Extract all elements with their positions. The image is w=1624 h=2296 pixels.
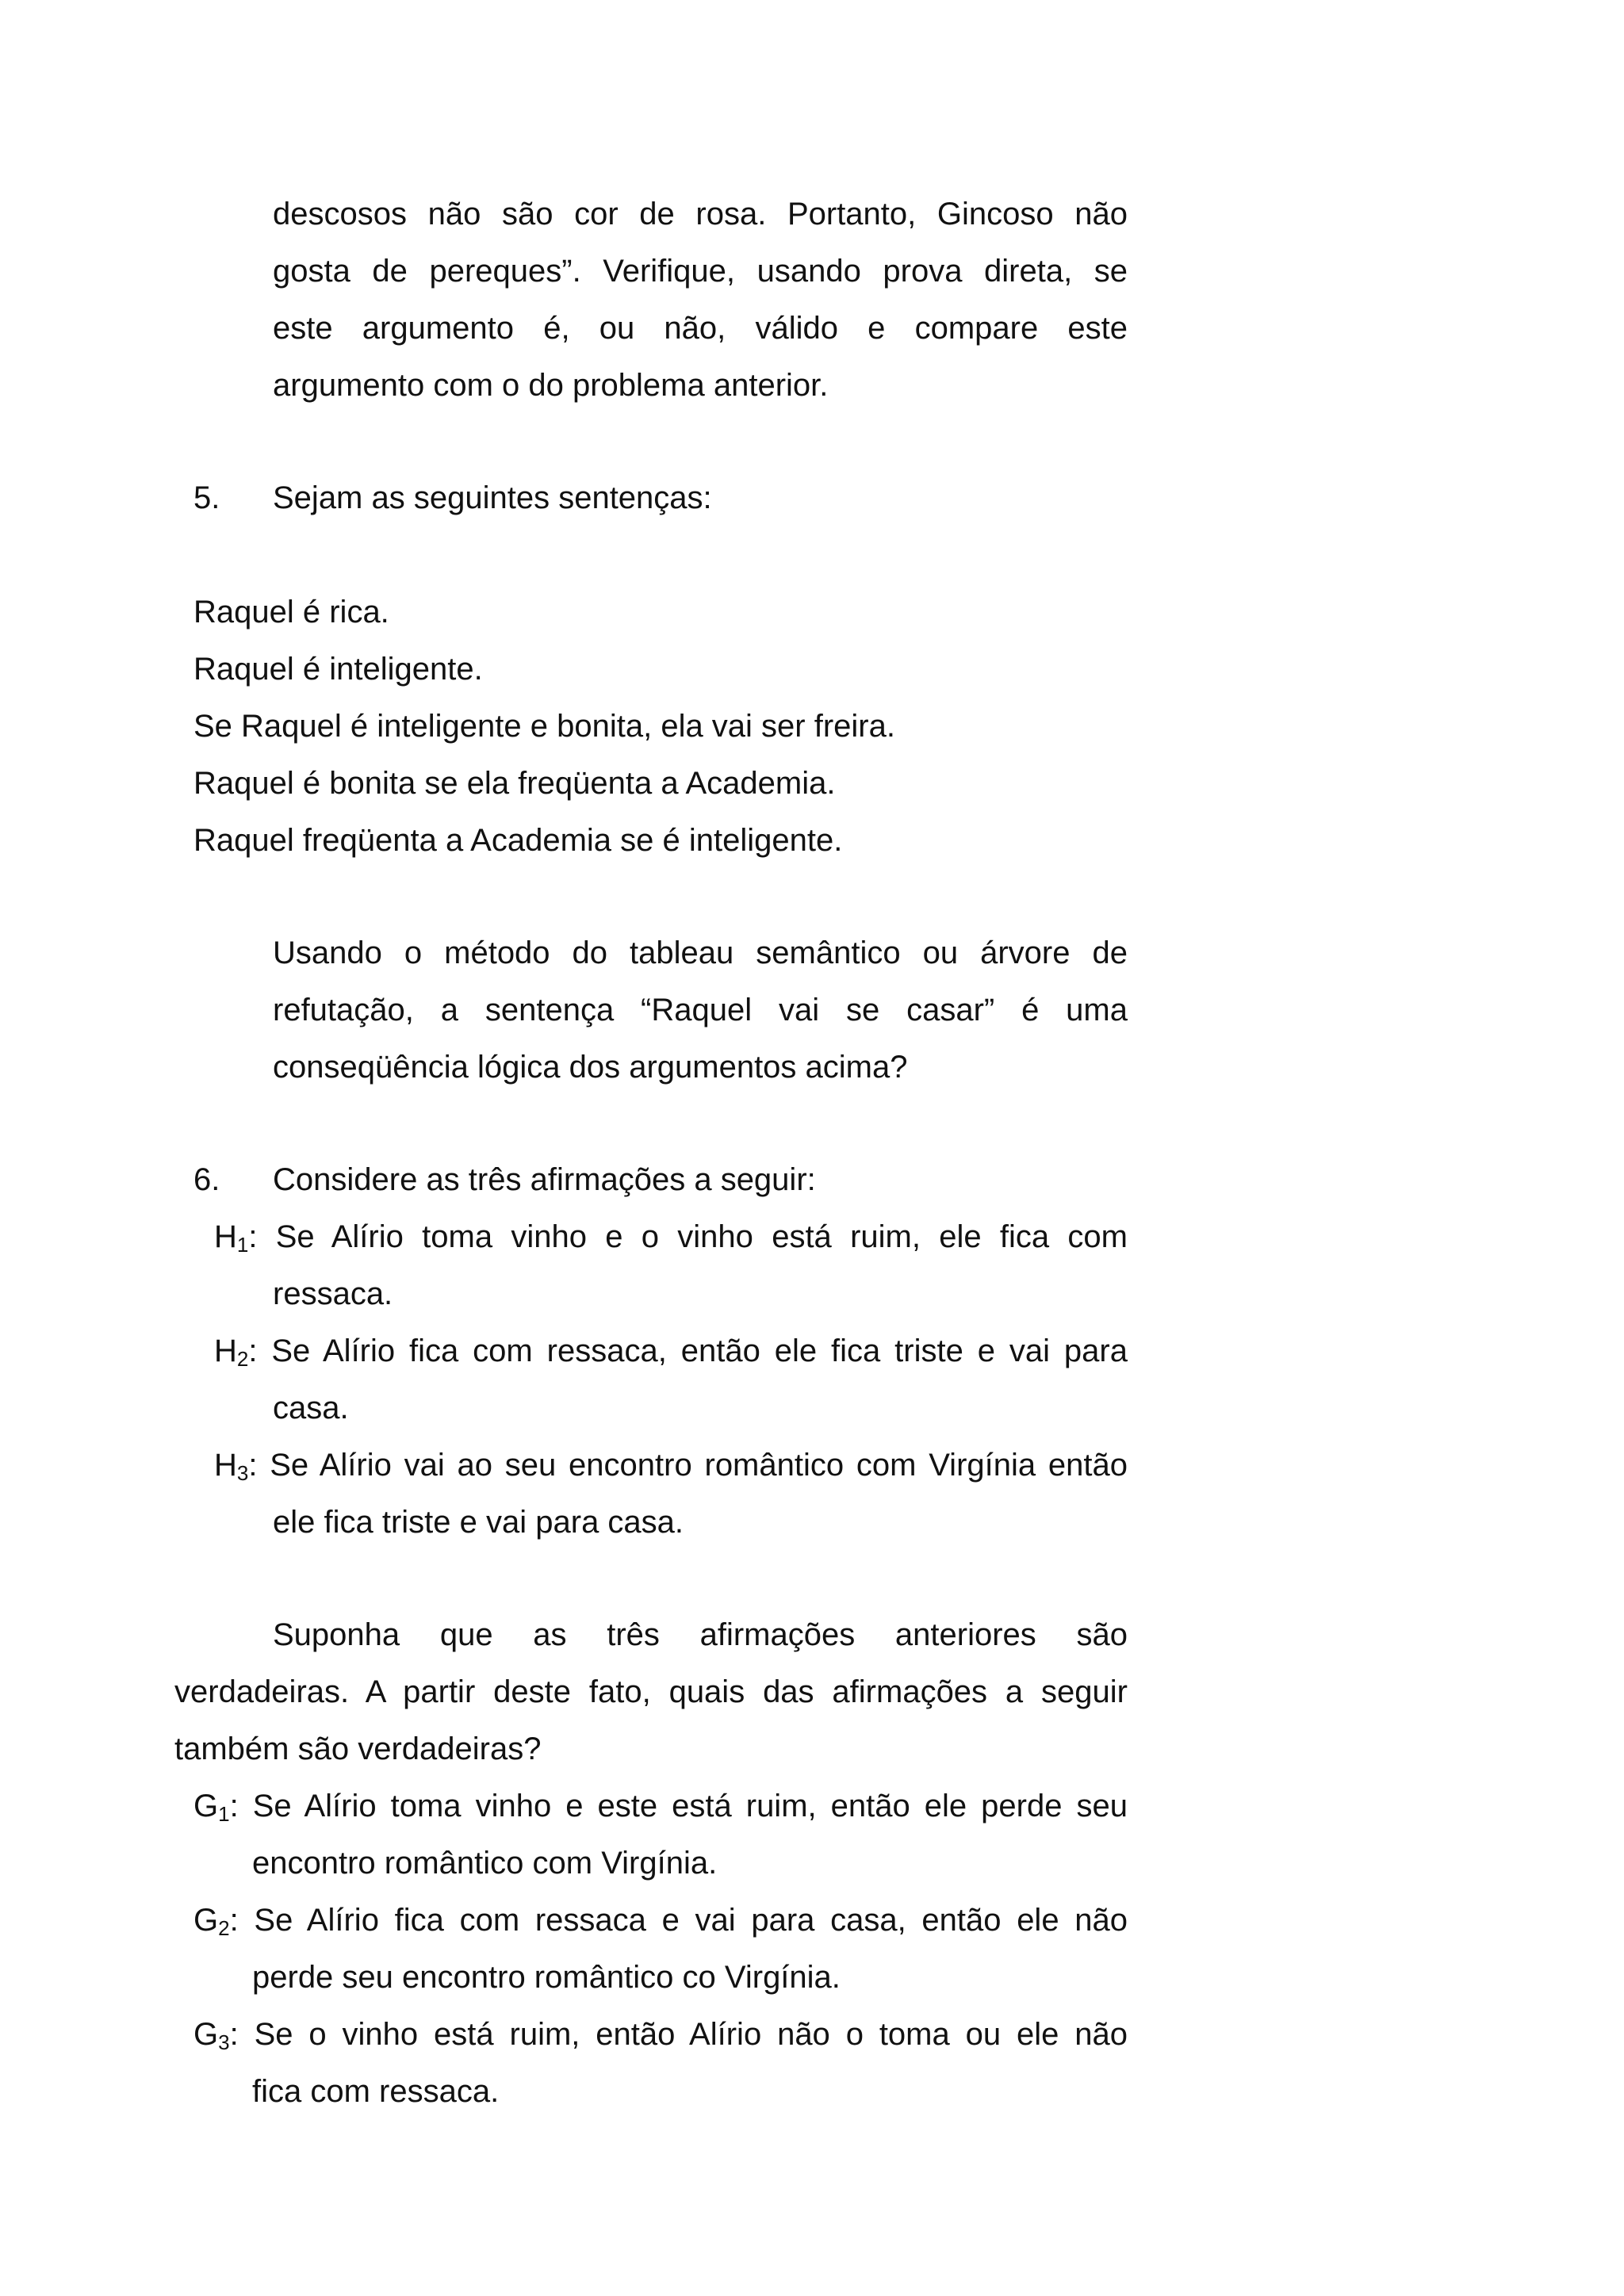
hypothesis-3-continuation: ele fica triste e vai para casa. [273,1505,684,1540]
goal-2-text: : Se Alírio fica com ressaca e vai para casa, então ele não [229,1903,1128,1938]
sentence-5: Raquel freqüenta a Academia se é inteligente. [193,823,843,858]
suppose-line-2: verdadeiras. A partir deste fato, quais das afirmações a seguir [174,1674,1128,1709]
hypothesis-3-index: 3 [236,1461,249,1485]
problem-6-heading: Considere as três afirmações a seguir: [273,1162,816,1197]
hypothesis-1-index: 1 [236,1233,249,1257]
hypothesis-1-letter: H [214,1219,237,1254]
hypothesis-3-letter: H [214,1448,237,1483]
goal-2-continuation: perde seu encontro romântico co Virgínia. [252,1960,841,1995]
problem-5-heading: Sejam as seguintes sentenças: [273,480,712,515]
problem-5-question-line-3: conseqüência lógica dos argumentos acima? [273,1050,908,1085]
intro-line-1: descosos não são cor de rosa. Portanto, Gincoso não [273,197,1128,232]
hypothesis-2 [214,1332,1128,1370]
hypothesis-1 [214,1218,1128,1256]
hypothesis-2-text: : Se Alírio fica com ressaca, então ele fica triste e vai para [248,1334,1128,1368]
goal-1-letter: G [193,1789,219,1823]
hypothesis-1-continuation: ressaca. [273,1276,393,1311]
goal-2-index: 2 [218,1916,230,1940]
goal-2 [193,1901,1128,1939]
intro-line-2: gosta de pereques”. Verifique, usando prova direta, se [273,254,1128,289]
problem-5-number: 5. [193,480,220,515]
problem-6-number: 6. [193,1162,220,1197]
goal-3 [193,2015,1128,2053]
hypothesis-1-text: : Se Alírio toma vinho e o vinho está ruim, ele fica com [248,1219,1128,1254]
goal-3-continuation: fica com ressaca. [252,2074,500,2109]
hypothesis-3-text: : Se Alírio vai ao seu encontro romântico com Virgínia então [248,1448,1128,1483]
problem-5-question-line-1: Usando o método do tableau semântico ou árvore de [273,936,1128,970]
goal-2-letter: G [193,1903,219,1938]
suppose-line-3: também são verdadeiras? [174,1732,542,1766]
goal-1-continuation: encontro romântico com Virgínia. [252,1846,718,1881]
sentence-4: Raquel é bonita se ela freqüenta a Academia. [193,766,836,801]
suppose-line-1: Suponha que as três afirmações anteriores são [273,1617,1128,1652]
goal-3-index: 3 [218,2030,230,2054]
hypothesis-3 [214,1446,1128,1484]
sentence-1: Raquel é rica. [193,595,389,629]
problem-5-question-line-2: refutação, a sentença “Raquel vai se casar” é uma [273,993,1128,1027]
goal-3-text: : Se o vinho está ruim, então Alírio não o toma ou ele não [229,2017,1128,2052]
hypothesis-2-index: 2 [236,1347,249,1371]
intro-line-3: este argumento é, ou não, válido e compare este [273,311,1128,346]
hypothesis-2-letter: H [214,1334,237,1368]
goal-1-text: : Se Alírio toma vinho e este está ruim, então ele perde seu [229,1789,1128,1823]
goal-1-index: 1 [218,1802,230,1826]
intro-line-4: argumento com o do problema anterior. [273,368,829,403]
goal-1 [193,1787,1128,1825]
sentence-3: Se Raquel é inteligente e bonita, ela vai ser freira. [193,709,895,744]
hypothesis-2-continuation: casa. [273,1391,349,1425]
goal-3-letter: G [193,2017,219,2052]
sentence-2: Raquel é inteligente. [193,652,483,687]
